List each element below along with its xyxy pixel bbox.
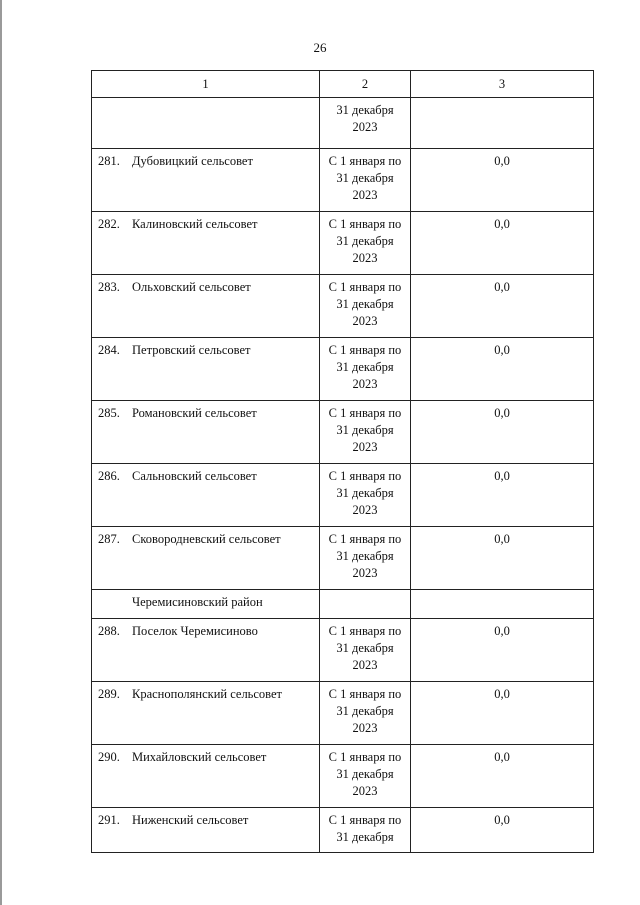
row-name: Ольховский сельсовет [132,280,251,294]
row-name: Сальновский сельсовет [132,469,257,483]
period-line: 31 декабря [336,423,394,437]
row-value: 0,0 [494,532,510,546]
table-row [92,275,594,338]
cell-name [92,212,320,275]
period-line: 31 декабря [336,486,394,500]
cell-name [92,464,320,527]
period-line: С 1 января по [328,469,402,483]
cell-period [320,338,411,401]
row-name: Калиновский сельсовет [132,217,258,231]
cell-value [411,527,594,590]
row-value: 0,0 [494,624,510,638]
cell-period [320,808,411,853]
period-line: 31 декабря [336,234,394,248]
cell-period [320,212,411,275]
period-line: 2023 [352,721,378,735]
period-line: С 1 января по [328,532,402,546]
row-number: 285. [98,406,120,420]
cell-value [411,149,594,212]
cell-name [92,590,320,619]
period-line: 2023 [352,440,378,454]
cell-name [92,98,320,149]
period-line: С 1 января по [328,624,402,638]
period-line: 31 декабря [336,360,394,374]
period-line: 2023 [352,566,378,580]
row-number: 291. [98,813,120,827]
row-value: 0,0 [494,750,510,764]
period-line: 31 декабря [336,549,394,563]
cell-period [320,98,411,149]
cell-name [92,401,320,464]
column-header-3: 3 [411,71,594,98]
period-line: С 1 января по [328,406,402,420]
cell-period [320,590,411,619]
row-number: 288. [98,624,120,638]
cell-name [92,619,320,682]
period-line: 31 декабря [336,103,394,117]
period-line: 2023 [352,120,378,134]
row-name: Петровский сельсовет [132,343,251,357]
row-name: Ниженский сельсовет [132,813,249,827]
row-name: Краснополянский сельсовет [132,687,283,701]
cell-value [411,808,594,853]
row-number: 282. [98,217,120,231]
cell-value [411,275,594,338]
row-value: 0,0 [494,469,510,483]
period-line: 2023 [352,503,378,517]
cell-name [92,745,320,808]
cell-name [92,275,320,338]
period-line: 31 декабря [336,297,394,311]
period-line: С 1 января по [328,217,402,231]
table-row [92,149,594,212]
row-name: Михайловский сельсовет [132,750,267,764]
cell-period [320,527,411,590]
cell-value [411,619,594,682]
cell-period [320,682,411,745]
period-line: 31 декабря [336,830,394,844]
row-value: 0,0 [494,406,510,420]
header-row [92,71,594,98]
period-line: 2023 [352,658,378,672]
cell-value [411,401,594,464]
period-line: С 1 января по [328,750,402,764]
cell-period [320,745,411,808]
page-number: 26 [313,40,327,55]
period-line: 31 декабря [336,767,394,781]
period-line: С 1 января по [328,154,402,168]
row-number: 290. [98,750,120,764]
row-value: 0,0 [494,687,510,701]
period-line: С 1 января по [328,280,402,294]
cell-name [92,808,320,853]
row-number: 284. [98,343,120,357]
period-line: 31 декабря [336,704,394,718]
cell-value [411,745,594,808]
period-line: 2023 [352,784,378,798]
cell-period [320,149,411,212]
row-number: 286. [98,469,120,483]
row-number: 281. [98,154,120,168]
district-name: Черемисиновский район [132,595,263,609]
period-line: 2023 [352,314,378,328]
cell-value [411,590,594,619]
row-number: 283. [98,280,120,294]
period-line: 2023 [352,377,378,391]
table-row [92,401,594,464]
row-name: Дубовицкий сельсовет [132,154,253,168]
cell-period [320,619,411,682]
period-line: 2023 [352,251,378,265]
cell-period [320,464,411,527]
period-line: 31 декабря [336,171,394,185]
row-value: 0,0 [494,217,510,231]
cell-value [411,682,594,745]
row-value: 0,0 [494,280,510,294]
cell-value [411,212,594,275]
cell-period [320,275,411,338]
cell-name [92,149,320,212]
row-number: 287. [98,532,120,546]
cell-name [92,527,320,590]
period-line: С 1 января по [328,343,402,357]
table-row [92,212,594,275]
row-value: 0,0 [494,343,510,357]
data-table [91,70,594,853]
cell-value [411,98,594,149]
table-row [92,682,594,745]
cell-name [92,338,320,401]
table-row [92,745,594,808]
period-line: С 1 января по [328,813,402,827]
table-row [92,338,594,401]
cell-value [411,338,594,401]
period-line: С 1 января по [328,687,402,701]
cell-value [411,464,594,527]
row-name: Романовский сельсовет [132,406,257,420]
cell-period [320,401,411,464]
row-value: 0,0 [494,813,510,827]
table-row [92,619,594,682]
district-row [92,590,594,619]
table-row [92,464,594,527]
page-left-edge [0,0,2,905]
period-line: 2023 [352,188,378,202]
table-row [92,808,594,853]
row-name: Поселок Черемисиново [132,624,258,638]
period-line: 31 декабря [336,641,394,655]
cell-name [92,682,320,745]
row-name: Сковородневский сельсовет [132,532,281,546]
table-row [92,527,594,590]
row-number: 289. [98,687,120,701]
column-header-2: 2 [320,71,411,98]
row-value: 0,0 [494,154,510,168]
column-header-1: 1 [92,71,320,98]
continuation-row [92,98,594,149]
